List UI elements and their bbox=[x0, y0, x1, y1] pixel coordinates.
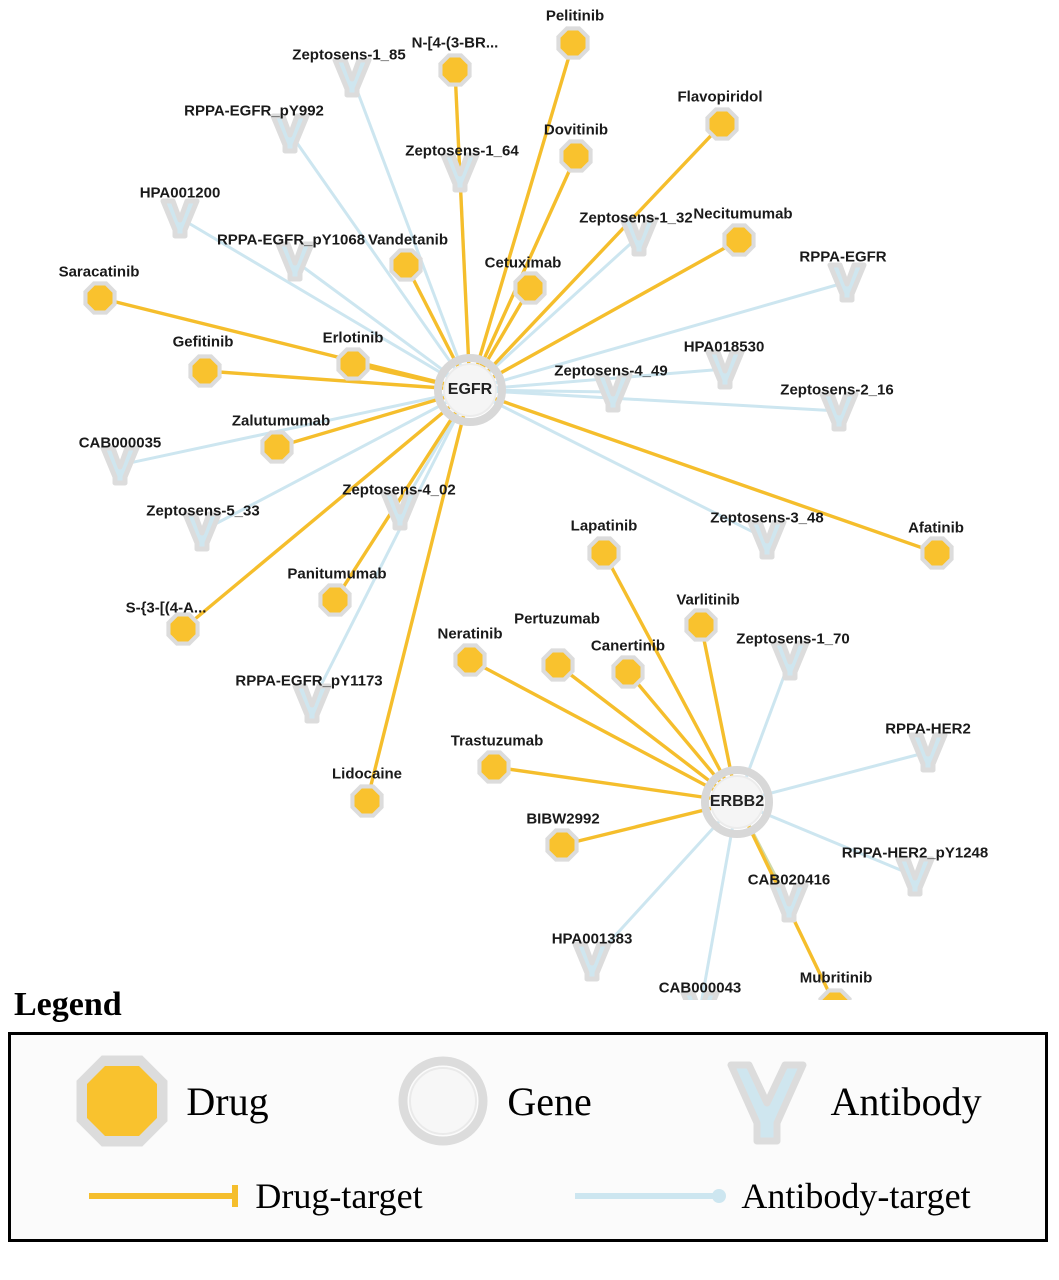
antibody-label: Zeptosens-3_48 bbox=[710, 509, 824, 527]
antibody-label: RPPA-HER2_pY1248 bbox=[841, 844, 989, 862]
drug-node[interactable] bbox=[355, 789, 380, 814]
legend-item-drug-target bbox=[85, 1175, 422, 1217]
antibody-label: RPPA-EGFR_pY1173 bbox=[235, 672, 383, 690]
drug-node[interactable] bbox=[193, 359, 218, 384]
antibody-label: RPPA-EGFR bbox=[799, 248, 887, 266]
drug-node[interactable] bbox=[482, 755, 507, 780]
graph-edge bbox=[312, 390, 470, 703]
drug-node[interactable] bbox=[561, 31, 586, 56]
antibody-node[interactable] bbox=[772, 885, 806, 920]
drug-node[interactable] bbox=[616, 660, 641, 685]
drug-label: S-{3-[(4-A... bbox=[125, 599, 207, 617]
drug-node[interactable] bbox=[727, 228, 752, 253]
antibody-label: HPA018530 bbox=[683, 338, 765, 356]
graph-edge bbox=[352, 77, 470, 390]
antibody-node[interactable] bbox=[185, 514, 219, 549]
drug-label: Zalutumumab bbox=[231, 412, 331, 430]
drug-node[interactable] bbox=[341, 352, 366, 377]
antibody-label: Zeptosens-1_64 bbox=[405, 142, 519, 160]
antibody-node[interactable] bbox=[830, 265, 864, 300]
graph-edge bbox=[335, 390, 470, 600]
gene-icon bbox=[395, 1053, 491, 1149]
drug-label: Afatinib bbox=[908, 519, 964, 537]
legend-box bbox=[8, 1032, 1048, 1242]
antibody-label: RPPA-HER2 bbox=[885, 720, 971, 738]
legend-item-gene bbox=[395, 1053, 591, 1149]
drug-node[interactable] bbox=[689, 613, 714, 638]
legend-item-drug bbox=[74, 1053, 268, 1149]
drug-label: Flavopiridol bbox=[677, 88, 763, 106]
antibody-node[interactable] bbox=[273, 116, 307, 151]
drug-label: Dovitinib bbox=[543, 121, 609, 139]
drug-label: BIBW2992 bbox=[526, 810, 600, 828]
legend-label-antibody-target: Antibody-target bbox=[741, 1176, 971, 1216]
antibody-label: HPA001200 bbox=[139, 184, 221, 202]
antibody-node[interactable] bbox=[103, 448, 137, 483]
drug-target-edge-icon bbox=[85, 1182, 245, 1210]
drug-label: Saracatinib bbox=[58, 263, 140, 281]
antibody-label: Zeptosens-1_32 bbox=[579, 209, 693, 227]
antibody-icon bbox=[719, 1053, 815, 1149]
graph-edge bbox=[470, 240, 739, 390]
legend-label-antibody: Antibody bbox=[830, 1078, 982, 1124]
drug-label: Lapatinib bbox=[570, 517, 638, 535]
drug-node[interactable] bbox=[710, 112, 735, 137]
antibody-node[interactable] bbox=[898, 859, 932, 894]
drug-node[interactable] bbox=[394, 253, 419, 278]
drug-node[interactable] bbox=[458, 648, 483, 673]
drug-label: Mubritinib bbox=[799, 969, 873, 987]
drug-label: Neratinib bbox=[437, 625, 503, 643]
antibody-node[interactable] bbox=[335, 60, 369, 95]
antibody-node[interactable] bbox=[911, 735, 945, 770]
graph-edge bbox=[367, 390, 470, 801]
legend bbox=[8, 986, 1048, 1242]
drug-label: Pertuzumab bbox=[514, 610, 600, 628]
antibody-label: CAB000035 bbox=[78, 434, 162, 452]
drug-node[interactable] bbox=[592, 541, 617, 566]
legend-item-antibody bbox=[719, 1053, 982, 1149]
antibody-node[interactable] bbox=[773, 643, 807, 678]
antibody-label: Zeptosens-1_85 bbox=[292, 46, 406, 64]
drug-node[interactable] bbox=[518, 276, 543, 301]
legend-label-gene: Gene bbox=[507, 1078, 592, 1124]
legend-title: Legend bbox=[14, 986, 122, 1023]
legend-label-drug: Drug bbox=[186, 1078, 269, 1124]
antibody-node[interactable] bbox=[278, 244, 312, 279]
antibody-node[interactable] bbox=[596, 375, 630, 410]
antibody-label: CAB020416 bbox=[747, 871, 831, 889]
antibody-label: RPPA-EGFR_pY1068 bbox=[216, 231, 366, 249]
drug-node[interactable] bbox=[443, 58, 468, 83]
drug-label: Gefitinib bbox=[172, 333, 234, 351]
antibody-label: Zeptosens-2_16 bbox=[780, 381, 894, 399]
legend-item-antibody-target bbox=[571, 1175, 970, 1217]
drug-node[interactable] bbox=[171, 617, 196, 642]
graph-edge bbox=[120, 390, 470, 465]
drug-label: N-[4-(3-BR... bbox=[411, 34, 499, 52]
drug-label: Panitumumab bbox=[287, 565, 387, 583]
antibody-target-edge-icon bbox=[571, 1182, 731, 1210]
antibody-label: HPA001383 bbox=[551, 930, 633, 948]
drug-label: Erlotinib bbox=[322, 329, 384, 347]
drug-label: Necitumumab bbox=[693, 205, 793, 223]
graph-edge bbox=[455, 70, 470, 390]
antibody-node[interactable] bbox=[708, 352, 742, 387]
antibody-node[interactable] bbox=[295, 686, 329, 721]
graph-edge bbox=[470, 660, 737, 802]
drug-node[interactable] bbox=[925, 541, 950, 566]
gene-node[interactable] bbox=[711, 776, 763, 828]
antibody-label: Zeptosens-1_70 bbox=[736, 630, 850, 648]
gene-label: ERBB2 bbox=[709, 793, 765, 810]
drug-node[interactable] bbox=[323, 588, 348, 613]
antibody-node[interactable] bbox=[575, 944, 609, 979]
drug-node[interactable] bbox=[564, 144, 589, 169]
drug-node[interactable] bbox=[88, 286, 113, 311]
gene-node[interactable] bbox=[444, 364, 496, 416]
antibody-label: Zeptosens-5_33 bbox=[146, 502, 260, 520]
drug-label: Lidocaine bbox=[331, 765, 403, 783]
antibody-label: Zeptosens-4_49 bbox=[554, 362, 668, 380]
antibody-label: CAB000043 bbox=[658, 979, 742, 997]
graph-edge bbox=[470, 390, 937, 553]
antibody-node[interactable] bbox=[822, 394, 856, 429]
antibody-label: RPPA-EGFR_pY992 bbox=[184, 102, 324, 120]
drug-label: Varlitinib bbox=[676, 591, 740, 609]
drug-label: Trastuzumab bbox=[450, 732, 544, 750]
drug-label: Vandetanib bbox=[367, 231, 449, 249]
drug-node[interactable] bbox=[546, 653, 571, 678]
drug-label: Canertinib bbox=[590, 637, 666, 655]
drug-node[interactable] bbox=[265, 435, 290, 460]
drug-node[interactable] bbox=[550, 833, 575, 858]
drug-label: Cetuximab bbox=[484, 254, 562, 272]
antibody-label: Zeptosens-4_02 bbox=[342, 481, 456, 499]
drug-label: Pelitinib bbox=[545, 7, 605, 25]
gene-label: EGFR bbox=[447, 381, 493, 398]
drug-icon bbox=[74, 1053, 170, 1149]
antibody-node[interactable] bbox=[163, 201, 197, 236]
legend-label-drug-target: Drug-target bbox=[255, 1176, 423, 1216]
antibody-node[interactable] bbox=[750, 522, 784, 557]
